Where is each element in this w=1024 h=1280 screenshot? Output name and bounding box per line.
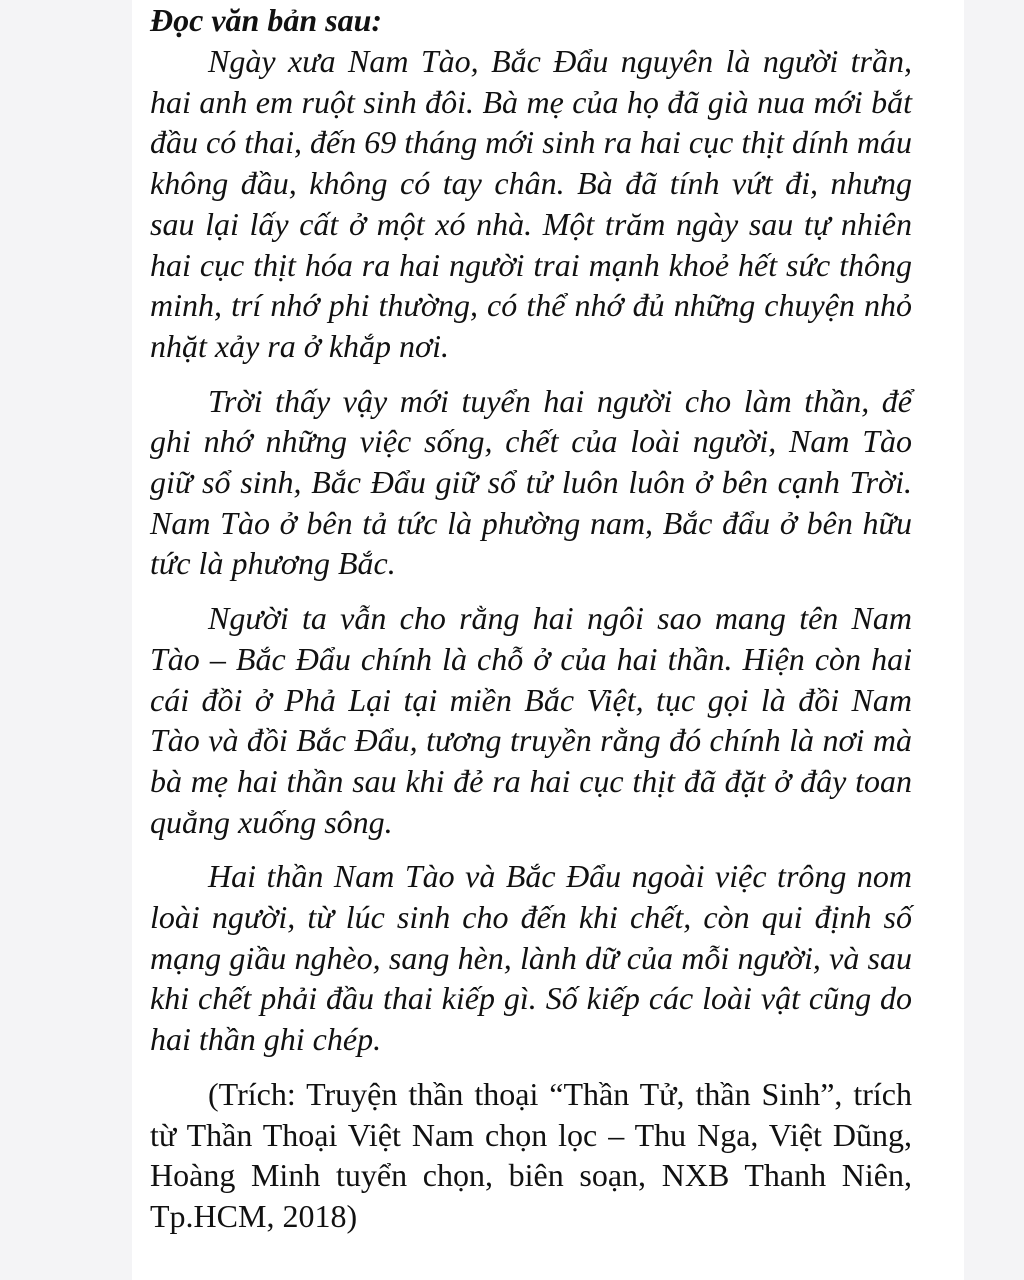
paragraph-1: Ngày xưa Nam Tào, Bắc Đẩu nguyên là người trần, hai anh em ruột sinh đôi. Bà mẹ của họ đã già nua mới bắt đầu có thai, đến 69 tháng mới sinh ra hai cục thịt dính máu không đầu, không có tay chân. Bà đã tính vứt đi, nhưng sau lại lấy cất ở một xó nhà. Một trăm ngày sau tự nhiên hai cục thịt hóa ra hai người trai mạnh khoẻ hết sức thông minh, trí nhớ phi thường, có thể nhớ đủ những chuyện nhỏ nhặt xảy ra ở khắp nơi. (150, 43, 912, 364)
passage-heading: Đọc văn bản sau: (150, 2, 383, 38)
reading-passage (150, 0, 912, 1237)
paragraph-3: Người ta vẫn cho rằng hai ngôi sao mang tên Nam Tào – Bắc Đẩu chính là chỗ ở của hai thần. Hiện còn hai cái đồi ở Phả Lại tại miền Bắc Việt, tục gọi là đồi Nam Tào và đồi Bắc Đẩu, tương truyền rằng đó chính là nơi mà bà mẹ hai thần sau khi đẻ ra hai cục thịt đã đặt ở đây toan quẳng xuống sông. (150, 600, 912, 840)
paragraph-4: Hai thần Nam Tào và Bắc Đẩu ngoài việc trông nom loài người, từ lúc sinh cho đến khi chết, còn qui định số mạng giầu nghèo, sang hèn, lành dữ của mỗi người, và sau khi chết phải đầu thai kiếp gì. Số kiếp các loài vật cũng do hai thần ghi chép. (150, 858, 912, 1058)
source-citation: (Trích: Truyện thần thoại “Thần Tử, thần Sinh”, trích từ Thần Thoại Việt Nam chọn lọc – Thu Nga, Việt Dũng, Hoàng Minh tuyển chọn, biên soạn, NXB Thanh Niên, Tp.HCM, 2018) (150, 1075, 912, 1234)
paragraph-2: Trời thấy vậy mới tuyển hai người cho làm thần, để ghi nhớ những việc sống, chết của loài người, Nam Tào giữ sổ sinh, Bắc Đẩu giữ sổ tử luôn luôn ở bên cạnh Trời. Nam Tào ở bên tả tức là phường nam, Bắc đẩu ở bên hữu tức là phương Bắc. (150, 382, 912, 582)
